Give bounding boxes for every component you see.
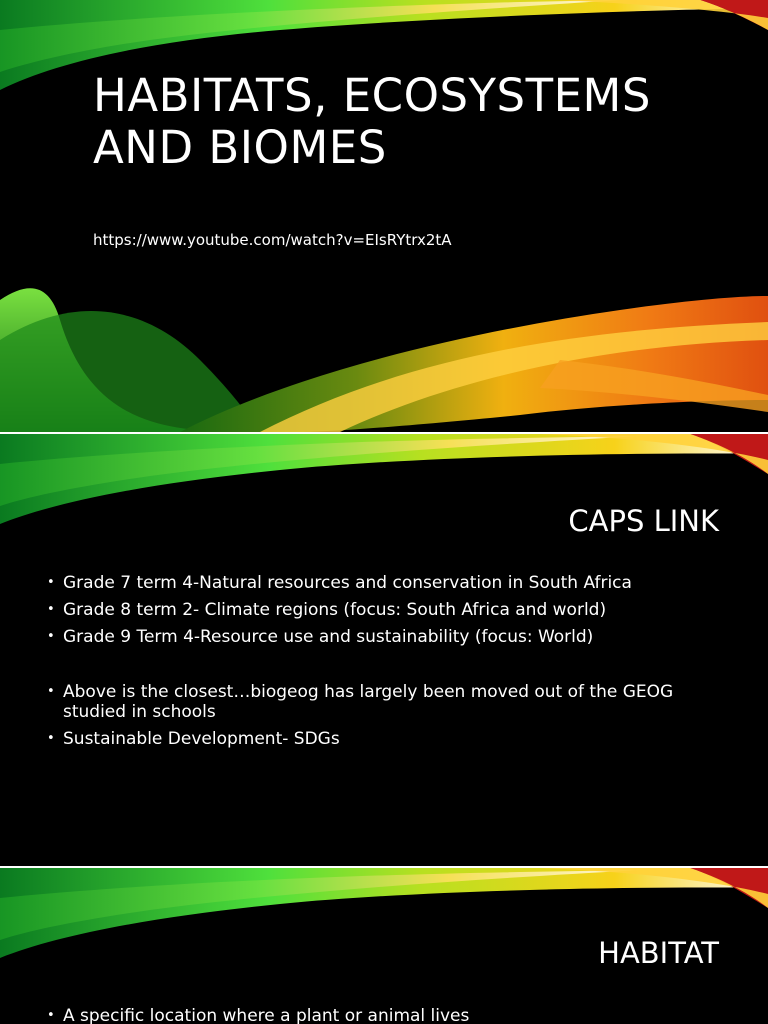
list-item: • Sustainable Development- SDGs: [47, 729, 717, 749]
bullet-list: [47, 682, 717, 756]
slide-caps-link[interactable]: [0, 434, 768, 866]
slide-heading: HABITAT: [598, 936, 719, 970]
bullet-list: [47, 573, 717, 654]
list-item: • Grade 7 term 4-Natural resources and conservation in South Africa: [47, 573, 717, 593]
list-item: • Above is the closest…biogeog has largely been moved out of the GEOG studied in schools: [47, 682, 717, 722]
slide-title[interactable]: [0, 0, 768, 432]
slide-heading: CAPS LINK: [568, 504, 719, 538]
bullet-list: [47, 1006, 717, 1024]
list-item: • Grade 8 term 2- Climate regions (focus: South Africa and world): [47, 600, 717, 620]
slide-subtitle-link[interactable]: https://www.youtube.com/watch?v=EIsRYtrx2tA: [93, 231, 452, 249]
slide-habitat[interactable]: [0, 868, 768, 1024]
slide-title-text: HABITATS, ECOSYSTEMS AND BIOMES: [93, 69, 651, 174]
list-item: • Grade 9 Term 4-Resource use and sustainability (focus: World): [47, 627, 717, 647]
swoosh-decoration: [0, 0, 768, 432]
list-item: • A specific location where a plant or animal lives: [47, 1006, 717, 1024]
